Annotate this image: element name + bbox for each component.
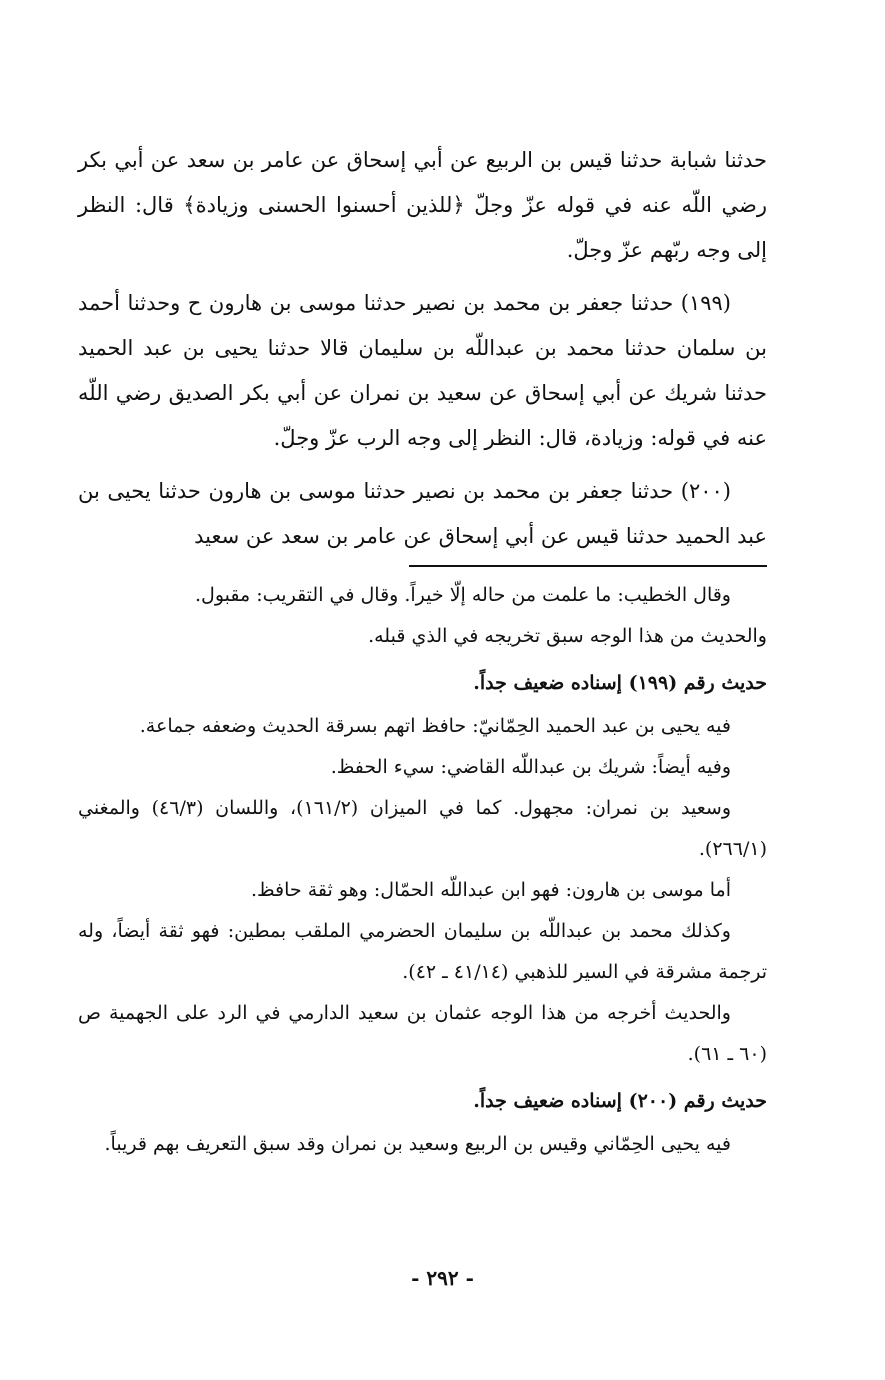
note-line-6: أما موسى بن هارون: فهو ابن عبداللّه الحمّال: وهو ثقة حافظ. bbox=[250, 879, 731, 901]
note-heading-200: حديث رقم (٢٠٠) إسناده ضعيف جداً. bbox=[473, 1090, 767, 1112]
main-paragraph-1: حدثنا شبابة حدثنا قيس بن الربيع عن أبي إسحاق عن عامر بن سعد عن أبي بكر رضي اللّه عنه في قوله عزّ وجلّ ﴿للذين أحسنوا الحسنى وزيادة﴾ قال: النظر إلى وجه ربّهم عزّ وجلّ. bbox=[78, 148, 767, 262]
main-paragraph-2: (١٩٩) حدثنا جعفر بن محمد بن نصير حدثنا موسى بن هارون ح وحدثنا أحمد بن سلمان حدثنا محمد بن عبداللّه بن سليمان قالا حدثنا يحيى بن عبد الحميد حدثنا شريك عن أبي إسحاق عن سعيد بن نمران عن أبي بكر الصديق رضي اللّه عنه في قوله: وزيادة، قال: النظر إلى وجه الرب عزّ وجلّ. bbox=[78, 291, 768, 450]
footnote-separator bbox=[409, 565, 767, 567]
note-line-7: وكذلك محمد بن عبداللّه بن سليمان الحضرمي الملقب بمطين: فهو ثقة أيضاً، وله ترجمة مشرقة في السير للذهبي (٤١/١٤ ـ ٤٢). bbox=[78, 920, 767, 983]
main-paragraph-3: (٢٠٠) حدثنا جعفر بن محمد بن نصير حدثنا موسى بن هارون حدثنا يحيى بن عبد الحميد حدثنا قيس عن أبي إسحاق عن عامر بن سعد عن سعيد bbox=[78, 479, 767, 548]
main-text bbox=[78, 138, 767, 559]
note-line-8: والحديث أخرجه من هذا الوجه عثمان بن سعيد الدارمي في الرد على الجهمية ص (٦٠ ـ ٦١). bbox=[78, 1002, 767, 1065]
note-line-5: وسعيد بن نمران: مجهول. كما في الميزان (١٦١/٢)، واللسان (٤٦/٣) والمغني (٢٦٦/١). bbox=[78, 797, 767, 860]
page-number: - ٢٩٢ - bbox=[411, 1266, 474, 1290]
footnotes bbox=[78, 575, 767, 1165]
footnote-separator-wrap bbox=[78, 559, 767, 575]
note-line-4: وفيه أيضاً: شريك بن عبداللّه القاضي: سيء الحفظ. bbox=[330, 756, 731, 778]
note-line-3: فيه يحيى بن عبد الحميد الحِمّانيّ: حافظ اتهم بسرقة الحديث وضعفه جماعة. bbox=[139, 715, 731, 737]
page-body bbox=[78, 138, 767, 1380]
note-line-1: وقال الخطيب: ما علمت من حاله إلّا خيراً. وقال في التقريب: مقبول. bbox=[195, 584, 731, 606]
note-heading-199: حديث رقم (١٩٩) إسناده ضعيف جداً. bbox=[473, 672, 767, 694]
note-line-2: والحديث من هذا الوجه سبق تخريجه في الذي قبله. bbox=[368, 625, 767, 647]
note-line-9: فيه يحيى الحِمّاني وقيس بن الربيع وسعيد بن نمران وقد سبق التعريف بهم قريباً. bbox=[104, 1133, 731, 1155]
